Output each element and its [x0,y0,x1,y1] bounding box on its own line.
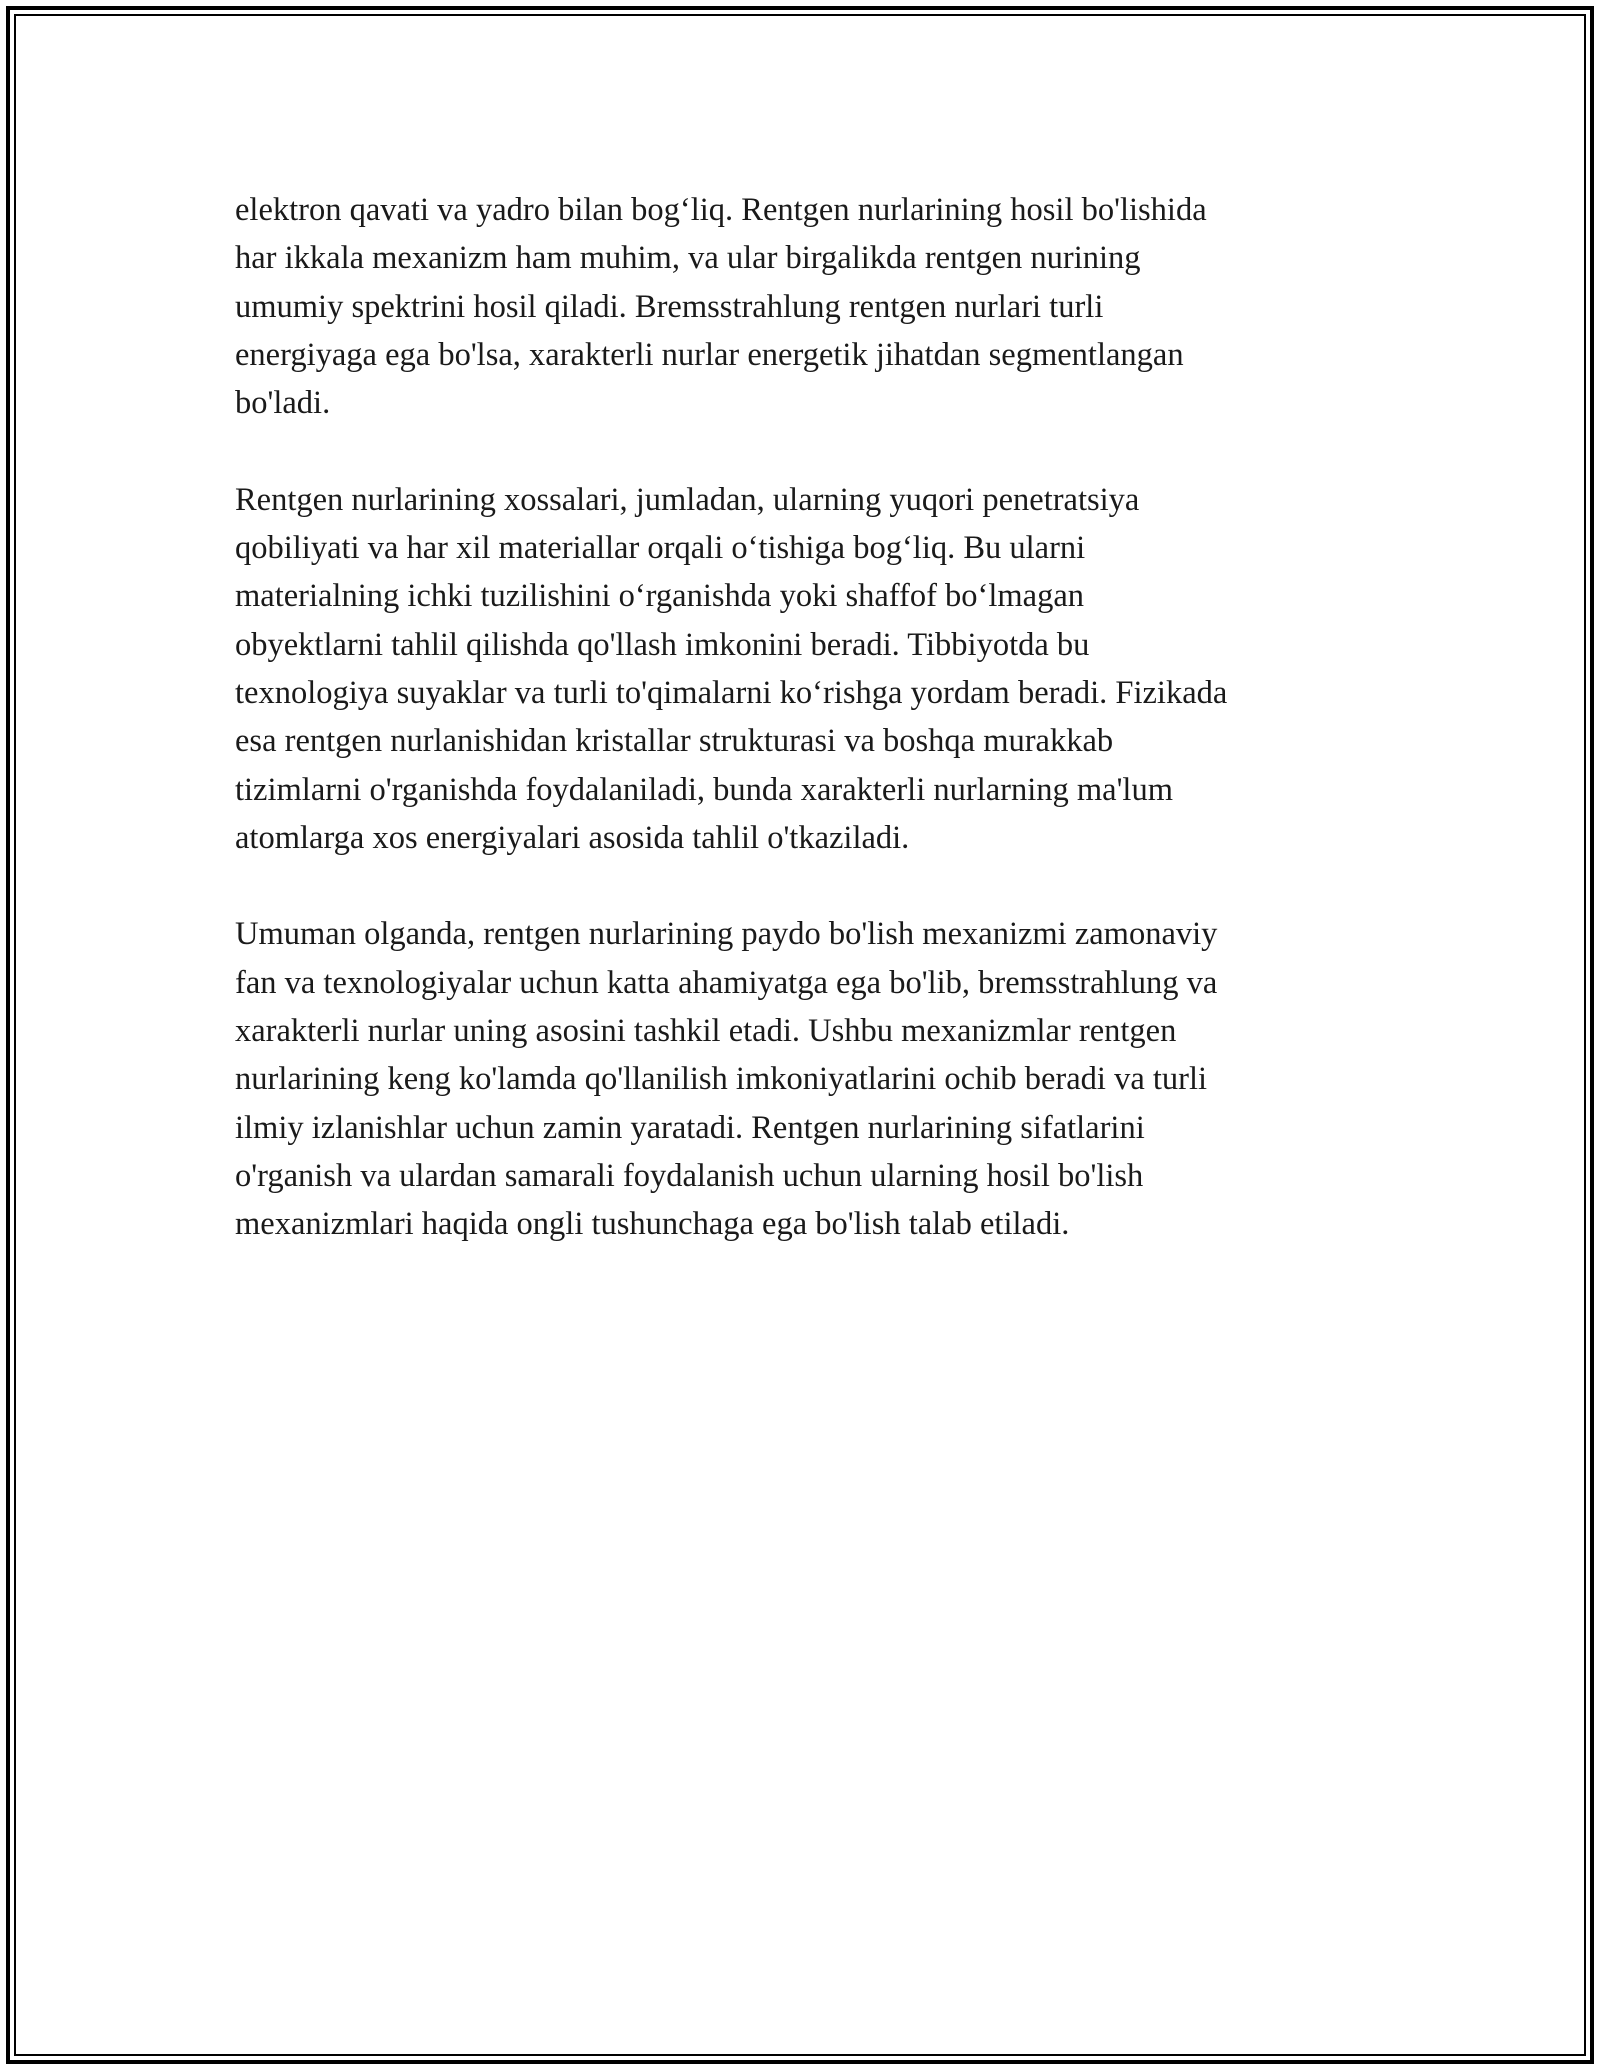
text-line: har ikkala mexanizm ham muhim, va ular birgalikda rentgen nurining [235,240,1141,277]
text-line: qobiliyati va har xil materiallar orqali o‘tishiga bog‘liq. Bu ularni [235,530,1086,567]
text-line: ilmiy izlanishlar uchun zamin yaratadi. Rentgen nurlarining sifatlarini [235,1109,1145,1146]
text-line: esa rentgen nurlanishidan kristallar strukturasi va boshqa murakkab [235,723,1114,760]
text-line: materialning ichki tuzilishini o‘rganishda yoki shaffof bo‘lmagan [235,578,1085,615]
text-line: tizimlarni o'rganishda foydalaniladi, bunda xarakterli nurlarning ma'lum [235,771,1173,808]
text-line: texnologiya suyaklar va turli to'qimalarni ko‘rishga yordam beradi. Fizikada [235,674,1228,711]
text-line: Umuman olganda, rentgen nurlarining paydo bo'lish mexanizmi zamonaviy [235,916,1218,953]
paragraph-1 [235,186,1370,427]
text-line: o'rganish va ulardan samarali foydalanish uchun ularning hosil bo'lish [235,1157,1144,1194]
text-line: energiyaga ega bo'lsa, xarakterli nurlar energetik jihatdan segmentlangan [235,336,1184,373]
text-line: umumiy spektrini hosil qiladi. Bremsstrahlung rentgen nurlari turli [235,288,1104,325]
text-line: elektron qavati va yadro bilan bog‘liq. Rentgen nurlarining hosil bo'lishida [235,192,1207,228]
text-line: xarakterli nurlar uning asosini tashkil etadi. Ushbu mexanizmlar rentgen [235,1013,1177,1050]
document-body [235,186,1370,1297]
paragraph-2 [235,476,1370,862]
text-line: nurlarining keng ko'lamda qo'llanilish imkoniyatlarini ochib beradi va turli [235,1061,1208,1098]
paragraph-3 [235,910,1370,1248]
text-line: mexanizmlari haqida ongli tushunchaga ega bo'lish talab etiladi. [235,1206,1070,1243]
text-line: Rentgen nurlarining xossalari, jumladan, ularning yuqori penetratsiya [235,481,1140,518]
text-line: fan va texnologiyalar uchun katta ahamiyatga ega bo'lib, bremsstrahlung va [235,964,1218,1001]
text-line: obyektlarni tahlil qilishda qo'llash imkonini beradi. Tibbiyotda bu [235,626,1090,663]
text-line: bo'ladi. [235,385,331,422]
text-line: atomlarga xos energiyalari asosida tahlil o'tkaziladi. [235,819,910,856]
